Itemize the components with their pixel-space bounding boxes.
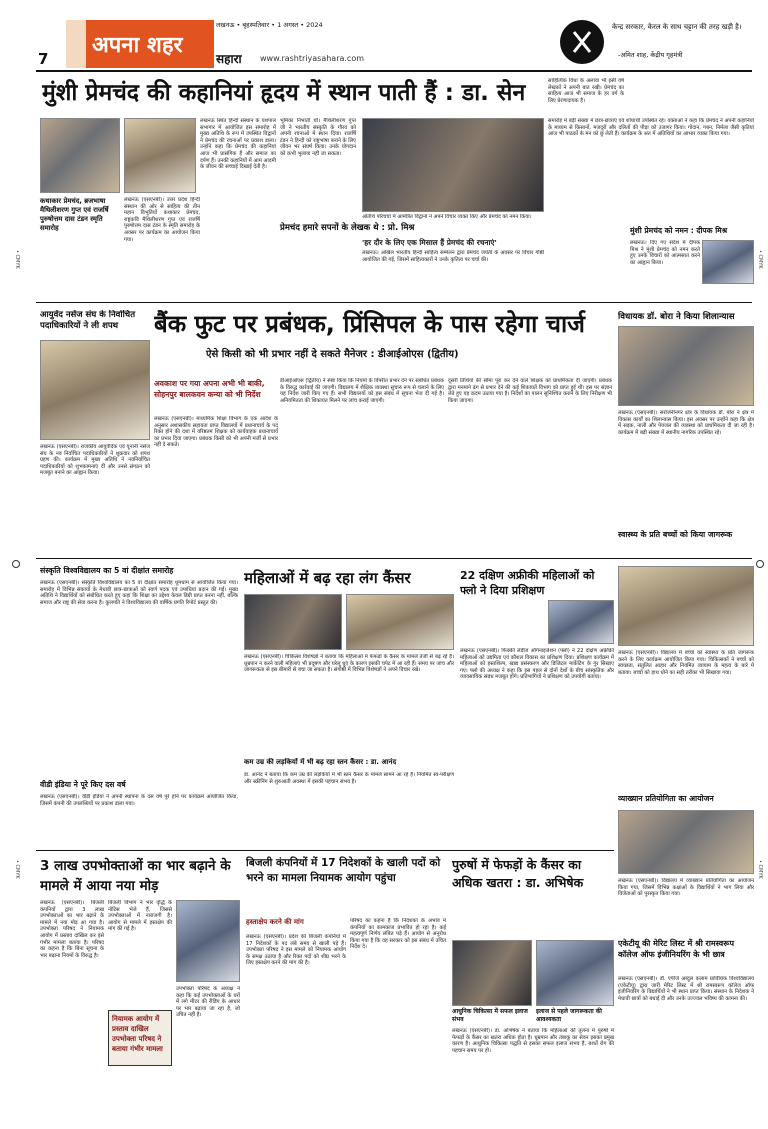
headline-bijli: बिजली कंपनियों में 17 निदेशकों के खाली पदों को भरने का मामला नियामक आयोग पहुंचा [246,857,441,884]
cancer-body-2: डा. आनंद ने बताया कि कम उम्र की लड़कियों में भी स्तन कैंसर के मामले सामने आ रहे हैं। नियमित स्व-परीक्षण और स्क्रीनिंग से शुरुआती अवस्था में इसकी पहचान संभव है। [244,772,454,785]
bijli-body-2: परिषद का कहना है कि निदेशकों के अभाव में कंपनियों का कामकाज प्रभावित हो रहा है। कई महत्वपूर्ण निर्णय लंबित पड़े हैं। आयोग से अनुरोध किया गया है कि वह सरकार को इस संबंध में उचित निर्देश दे। [350,918,446,951]
photo-lung-doctor [452,940,532,1006]
photo-vidhayak [618,326,754,406]
electricity-box [108,1010,172,1066]
masthead [0,0,768,72]
electricity-body-3: उपभोक्ता परिषद के अध्यक्ष ने कहा कि कई उपभोक्ताओं के घरों में लगे मीटर की रीडिंग के आधार पर भार बढ़ाया जा रहा है, जो उचित नहीं है। [176,986,240,1019]
page-number: 7 [38,50,49,68]
nurses-body: लखनऊ (एसएनबी)। राजकीय आयुर्वेदिक एवं यूनानी नर्सेज संघ के नव निर्वाचित पदाधिकारियों ने शुक्रवार को शपथ ग्रहण की। कार्यक्रम में मुख्य अतिथि ने नवनिर्वाचित पदाधिकारियों को शुभकामनाएं दीं और उनसे संगठन को मजबूत बनाने का आह्वान किया। [40,444,150,477]
bijli-body-1: लखनऊ (एसएनबी)। प्रदेश की बिजली कंपनियों में 17 निदेशकों के पद लंबे समय से खाली पड़े हैं। उपभोक्ता परिषद ने इस मामले को नियामक आयोग के समक्ष उठाया है और रिक्त पदों को शीघ्र भरने के लिए हस्तक्षेप करने की मांग की है। [246,934,346,967]
electricity-box-text: नियामक आयोग में प्रस्ताव दाखिल उपभोक्ता परिषद ने बताया गंभीर मामला [112,1015,163,1053]
photo-caption-premchand: कथाकार प्रेमचंद, ब्रजभाषा मैथिलीशरण गुप्त एवं राजर्षि पुरुषोत्तम दास टंडन स्मृति समारोह [40,197,109,232]
vidhayak-body: लखनऊ (एसएनबी)। सरोजनीनगर क्षेत्र के विधायक डॉ. बोरा ने क्षेत्र में विकास कार्यों का शिलान्यास किया। इस अवसर पर उन्होंने कहा कि क्षेत्र में सड़क, नाली और पेयजल की व्यवस्था को प्राथमिकता दी जा रही है। कार्यक्रम में बड़ी संख्या में स्थानीय नागरिक उपस्थित रहे। [618,410,754,436]
divider-1 [36,302,752,303]
photo-speech [618,810,754,874]
premchand-side-subhead: मुंशी प्रेमचंद को नमन : दीपक मिश्र [630,226,728,235]
photo-africa [548,600,614,644]
vd-india-body: लखनऊ (एसएनबी)। वीडी इंडिया ने अपनी स्थापना के दस वर्ष पूरे होने पर कार्यक्रम आयोजित किया, जिसमें कंपनी की उपलब्धियों पर प्रकाश डाला गया। [40,794,238,807]
headline-speech: व्याख्यान प्रतियोगिता का आयोजन [618,794,714,803]
margin-cmyk-right-bottom: • CMYK [757,860,763,879]
headline-swachhta: स्वास्थ्य के प्रति बच्चों को किया जागरूक [618,530,733,539]
margin-cmyk-left-top: • CMYK [14,250,20,269]
headline-premchand: मुंशी प्रेमचंद की कहानियां हृदय में स्थान पाती हैं : डा. सेन [42,80,526,106]
premchand-body-8: लखनऊ। दिए गए संदेश में दीपक मिश्र ने मुंशी प्रेमचंद को नमन करते हुए उनके विचारों को आत्मसात करने का आह्वान किया। [630,240,700,266]
bijli-pull-quote: हस्ताक्षेप करने की मांग [246,918,304,926]
photo-electricity-meter [176,900,240,982]
dateline: लखनऊ • बृहस्पतिवार • 1 अगस्त • 2024 [216,21,323,29]
quote-author: -अमित शाह, केंद्रीय गृहमंत्री [618,51,683,59]
premchand-body-1: लखनऊ (एसएनबी)। उत्तर प्रदेश हिन्दी संस्थान की ओर से साहित्य की तीन महान विभूतियों कथाकार प्रेमचंद, राष्ट्रकवि मैथिलीशरण गुप्त एवं राजर्षि पुरुषोत्तम दास टंडन के स्मृति समारोह के अवसर पर कार्यक्रम का आयोजन किया गया। [124,197,200,243]
cancer-body: लखनऊ (एसएनबी)। चिकित्सा विशेषज्ञों ने बताया कि महिलाओं में फेफड़ों के कैंसर के मामले तेजी से बढ़ रहे हैं। धूम्रपान न करने वाली महिलाएं भी प्रदूषण और घरेलू धुएं के कारण इसकी चपेट में आ रही हैं। समय पर जांच और जागरूकता से इस बीमारी से बचा जा सकता है। संगोष्ठी में विभिन्न विशेषज्ञों ने अपने विचार रखे। [244,654,454,674]
headline-sanskrit: संस्कृति विश्वविद्यालय का 5 वां दीक्षांत समारोह [40,566,174,575]
lung-caption-2: इलाज से पहले जागरूकता की आवश्यकता [536,1008,602,1023]
headline-nurses: आयुर्वेद नर्सेज संघ के निर्वाचित पदाधिकारियों ने ली शपथ [40,310,136,331]
africa-body: लखनऊ (एसएनबी)। फिक्की लेडीज ऑर्गनाइजेशन (फ्लो) ने 22 दक्षिण अफ्रीकी महिलाओं को उद्यमिता एवं कौशल विकास का प्रशिक्षण दिया। प्रशिक्षण कार्यक्रम में महिलाओं को हस्तशिल्प, खाद्य प्रसंस्करण और डिजिटल मार्केटिंग के गुर सिखाए गए। फ्लो की अध्यक्ष ने कहा कि इस पहल से दोनों देशों के बीच सांस्कृतिक और व्यावसायिक संबंध मजबूत होंगे। प्रतिभागियों ने प्रशिक्षण को उपयोगी बताया। [460,648,614,681]
divider-3 [36,850,614,851]
bank-body-3: दूसरी तिथियों की सीमा पूरा कर देने वाले शिक्षक को प्राथमिकता दी जाएगी। प्रबंधक द्वारा मनमाने ढंग से प्रभार देने की कई शिकायतें विभाग को प्राप्त हुई थीं। इस पर संज्ञान लेते हुए यह कदम उठाया गया है। निर्देशों का पालन सुनिश्चित कराने के लिए निरीक्षण भी किया जाएगा। [448,378,612,404]
decor-corner [66,20,86,68]
electricity-body-1: लखनऊ (एसएनबी)। बिजली कंपनियों द्वारा 3 लाख उपभोक्ताओं का भार बढ़ाने के मामले में नया मोड़ आ गया है। उपभोक्ता परिषद ने नियामक आयोग में प्रस्ताव दाखिल कर इसे गंभीर मामला बताया है। परिषद का कहना है कि बिना सूचना के भार बढ़ाना नियमों के विरुद्ध है। [40,900,104,959]
premchand-body-6: साहित्यिक विधा के अलावा भी इसी वर्ष लेखकों ने अपनी बात रखी। प्रेमचंद का साहित्य आज भी समाज के हर वर्ग के लिए प्रेरणादायक है। [548,78,624,104]
headline-bank: बैंक फुट पर प्रबंधक, प्रिंसिपल के पास रहेगा चार्ज [154,310,585,338]
x-logo-icon [560,20,604,64]
registration-mark-right [756,560,764,568]
premchand-body-5: लखनऊ। अखिल भारतीय हिन्दी साहित्य सम्मेलन द्वारा प्रेमचंद जयंती के अवसर पर विचार गोष्ठी आयोजित की गई, जिसमें साहित्यकारों ने उनके कृतित्व पर चर्चा की। [362,250,544,263]
paper-name: सहारा [216,52,242,66]
bank-pull-quote: अवकाश पर गया अपना अभी भी बाकी, सोहनपुर बालकवन कन्या को भी निर्देश [154,379,265,399]
lung-caption-1: आधुनिक चिकित्सा में सफल इलाज संभव [452,1008,528,1023]
photo-swachhta [618,566,754,646]
headline-lung: पुरुषों में फेफड़ों के कैंसर का अधिक खतरा : डा. अभिषेक [452,857,584,890]
photo-cancer-panel [244,594,342,650]
headline-ktu: एकेटीयू की मेरिट लिस्ट में श्री रामस्वरूप कॉलेज ऑफ इंजीनियरिंग के भी छात्र [618,939,735,959]
margin-cmyk-left-bottom: • CMYK [14,860,20,879]
margin-cmyk-right-top: • CMYK [757,250,763,269]
premchand-body-7: समारोह में बड़ी संख्या में छात्र-छात्राएं एवं शोधार्थी उपस्थित रहे। वक्ताओं ने कहा कि प्रेमचंद ने अपनी कहानियों के माध्यम से किसानों, मजदूरों और दलितों की पीड़ा को उजागर किया। गोदान, गबन, निर्मला जैसी कृतियां आज भी पाठकों के मन को छू लेती हैं। कार्यक्रम के अंत में अतिथियों का आभार व्यक्त किया गया। [548,118,754,138]
headline-vidhayak: विधायक डॉ. बोरा ने किया शिलान्यास [618,312,735,322]
photo-lung-xray [536,940,614,1006]
speech-body: लखनऊ (एसएनबी)। विद्यालय में व्याख्यान प्रतियोगिता का आयोजन किया गया, जिसमें विभिन्न कक्षाओं के विद्यार्थियों ने भाग लिया और विजेताओं को पुरस्कृत किया गया। [618,878,754,898]
electricity-body-2: बिजली विभाग ने भार वृद्धि के नोटिस भेजे हैं, जिससे उपभोक्ताओं में नाराजगी है। आयोग से मामले में हस्तक्षेप की मांग की गई है। [108,900,172,933]
premchand-pull-quote: 'हर दौर के लिए एक मिसाल हैं प्रेमचंद की रचनाएं' [362,238,497,247]
x-logo [560,20,604,64]
cancer-subhead: कम उम्र की लड़कियों में भी बढ़ रहा स्तन कैंसर : डा. आनंद [244,758,397,766]
masthead-quote: केन्द्र सरकार, केरल के साथ चट्टान की तरह खड़ी है। [612,23,742,31]
sanskrit-body: लखनऊ (एसएनबी)। संस्कृति विश्वविद्यालय का 5 वां दीक्षांत समारोह धूमधाम से आयोजित किया गया। समारोह में विभिन्न संकायों के मेधावी छात्र-छात्राओं को स्वर्ण पदक एवं उपाधियां प्रदान की गईं। मुख्य अतिथि ने विद्यार्थियों को संबोधित करते हुए कहा कि शिक्षा का उद्देश्य केवल डिग्री प्राप्त करना नहीं, बल्कि समाज और राष्ट्र की सेवा करना है। कुलपति ने विश्वविद्यालय की वार्षिक प्रगति रिपोर्ट प्रस्तुत की। [40,580,238,606]
masthead-rule [36,70,752,72]
photo-premchand-award [124,118,196,193]
headline-electricity: 3 लाख उपभोक्ताओं का भार बढ़ाने के मामले में आया नया मोड़ [40,858,231,894]
section-title-banner [66,20,214,68]
ktu-body: लखनऊ (एसएनबी)। डॉ. एपीजे अब्दुल कलाम प्राविधिक विश्वविद्यालय (एकेटीयू) द्वारा जारी मेरिट लिस्ट में श्री रामस्वरूप कॉलेज ऑफ इंजीनियरिंग के विद्यार्थियों ने भी स्थान प्राप्त किया। संस्थान के निदेशक ने मेधावी छात्रों को बधाई दी और उनके उज्ज्वल भविष्य की कामना की। [618,976,754,1002]
premchand-body-2: लखनऊ स्थित हिन्दी संस्थान के यशपाल सभागार में आयोजित इस समारोह में मुख्य अतिथि के रूप में उपस्थित विद्वानों ने प्रेमचंद की रचनाओं पर प्रकाश डाला। उन्होंने कहा कि प्रेमचंद की कहानियां आज भी प्रासंगिक हैं और समाज का दर्पण हैं। उनकी कहानियों में आम आदमी के जीवन की सच्चाई दिखाई देती है। [200,118,276,171]
swachhta-body: लखनऊ (एसएनबी)। विद्यालय में बच्चों को स्वास्थ्य के प्रति जागरूक करने के लिए कार्यक्रम आयोजित किया गया। चिकित्सकों ने बच्चों को स्वच्छता, संतुलित आहार और नियमित व्यायाम के महत्व के बारे में बताया। बच्चों को हाथ धोने का सही तरीका भी सिखाया गया। [618,650,754,676]
photo-premchand-event [40,118,120,193]
registration-mark-left [12,560,20,568]
photo-nurses-oath [40,340,150,440]
bank-subhead: ऐसे किसी को भी प्रभार नहीं दे सकते मैनेजर : डीआईओएस (द्वितीय) [206,349,459,360]
headline-cancer: महिलाओं में बढ़ रहा लंग कैंसर [244,569,411,587]
premchand-body-3: भूमिका निभाती थी। मैथिलीशरण गुप्त जी ने भारतीय संस्कृति के गौरव को अपनी रचनाओं में स्थान दिया। राजर्षि टंडन ने हिन्दी को राष्ट्रभाषा बनाने के लिए जीवन भर संघर्ष किया। उनके योगदान को कभी भुलाया नहीं जा सकता। [280,118,356,157]
premchand-subhead: प्रेमचंद हमारे सपनों के लेखक थे : प्रो. मिश्र [280,223,415,233]
photo-deepak-mishra [702,240,754,284]
sanskrit-subhead: वीडी इंडिया ने पूरे किए दस वर्ष [40,780,126,789]
photo-cancer-audience [346,594,454,650]
lung-body: लखनऊ (एसएनबी)। डा. अभिषेक ने बताया कि महिलाओं की तुलना में पुरुषों में फेफड़ों के कैंसर का खतरा अधिक होता है। धूम्रपान और तंबाकू का सेवन इसका प्रमुख कारण है। आधुनिक चिकित्सा पद्धति से इसका सफल इलाज संभव है, बशर्ते रोग की पहचान समय पर हो। [452,1028,614,1054]
bank-body-1: लखनऊ (एसएनबी)। माध्यमिक शिक्षा विभाग के एक आदेश के अनुसार अशासकीय सहायता प्राप्त विद्यालयों में प्रधानाचार्य के पद रिक्त होने की दशा में वरिष्ठतम शिक्षक को कार्यवाहक प्रधानाचार्य का प्रभार दिया जाएगा। प्रबंधक किसी को भी अपनी मर्जी से प्रभार नहीं दे सकते। [154,416,278,449]
photo-premchand-stage [362,118,544,212]
bank-body-2: डीआईओएस (द्वितीय) ने स्पष्ट किया कि नियमों के विपरीत प्रभार देने पर संबंधित प्रबंधक के विरुद्ध कार्रवाई की जाएगी। विद्यालय में शैक्षिक व्यवस्था सुचारु रूप से चलाने के लिए यह निर्देश जारी किए गए हैं। सभी विद्यालयों को इस संबंध में सूचना भेज दी गई है। अनियमितता की शिकायत मिलने पर जांच कराई जाएगी। [280,378,444,404]
divider-2 [36,558,752,559]
website: www.rashtriyasahara.com [260,54,365,63]
premchand-body-4: अतिथि परिचर्चा में आमंत्रित विद्वानों ने अपने विचार व्यक्त किए और प्रेमचंद को नमन किया। [362,214,532,220]
headline-africa: 22 दक्षिण अफ्रीकी महिलाओं को फ्लो ने दिया प्रशिक्षण [460,569,595,597]
section-title: अपना शहर [92,32,183,58]
